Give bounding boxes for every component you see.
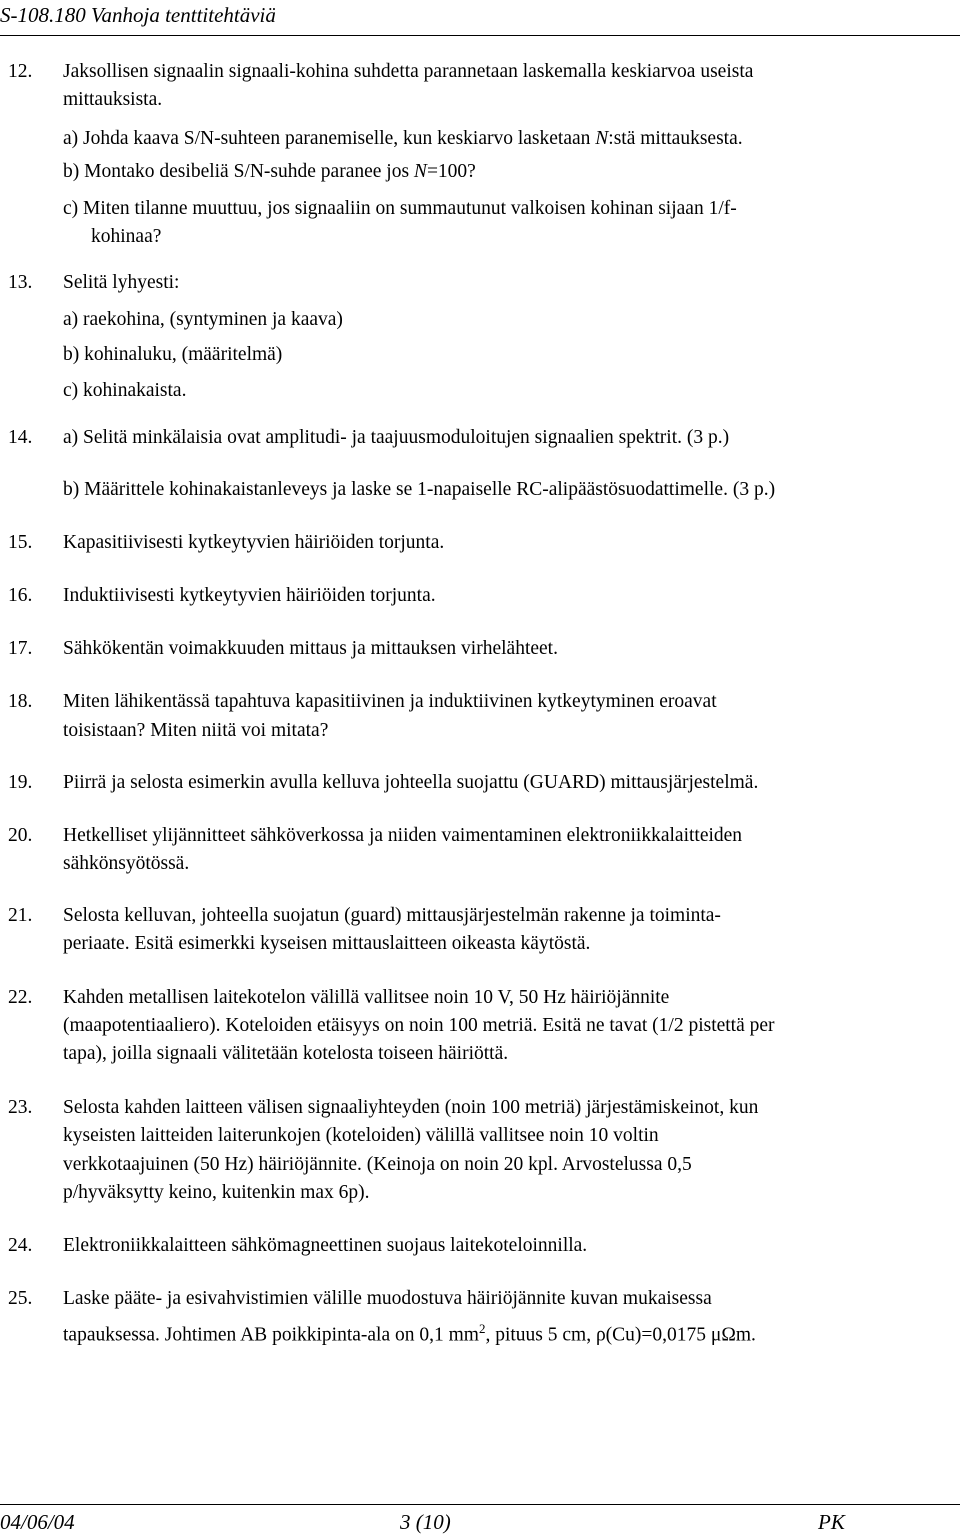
header-divider [0,35,960,36]
question-number: 16. [8,585,33,606]
subquestion-a: a) Johda kaava S/N-suhteen paranemiselle, kun keskiarvo lasketaan N:stä mittauksesta. [63,128,743,149]
question-number: 23. [8,1097,33,1118]
question-text-line: Kahden metallisen laitekotelon välillä vallitsee noin 10 V, 50 Hz häiriöjännite [63,987,670,1008]
subquestion-c: c) kohinakaista. [63,380,187,401]
question-text-line: kyseisten laitteiden laiterunkojen (koteloiden) välillä vallitsee noin 10 voltin [63,1125,659,1146]
question-number: 12. [8,61,33,82]
question-text-line: Laske pääte- ja esivahvistimien välille muodostuva häiriöjännite kuvan mukaisessa [63,1288,712,1309]
question-text-line: Selosta kelluvan, johteella suojatun (guard) mittausjärjestelmän rakenne ja toiminta- [63,905,721,926]
footer-divider [0,1504,960,1505]
question-number: 21. [8,905,33,926]
question-text-line: Hetkelliset ylijännitteet sähköverkossa ja niiden vaimentaminen elektroniikkalaitteiden [63,825,743,846]
question-text-line: Selosta kahden laitteen välisen signaaliyhteyden (noin 100 metriä) järjestämiskeinot, kun [63,1097,759,1118]
question-text: Selitä lyhyesti: [63,272,180,293]
question-number: 22. [8,987,33,1008]
question-number: 13. [8,272,33,293]
question-text-line: tapa), joilla signaali välitetään kotelosta toiseen häiriöttä. [63,1043,509,1064]
question-number: 18. [8,691,33,712]
subquestion-c-continued: kohinaa? [91,226,162,247]
question-text: Sähkökentän voimakkuuden mittaus ja mittauksen virhelähteet. [63,638,558,659]
subquestion-b: b) kohinaluku, (määritelmä) [63,344,283,365]
question-text-line: sähkönsyötössä. [63,853,190,874]
question-number: 17. [8,638,33,659]
footer-page-number: 3 (10) [400,1510,451,1534]
question-text: Kapasitiivisesti kytkeytyvien häiriöiden torjunta. [63,532,445,553]
question-text-line: tapauksessa. Johtimen AB poikkipinta-ala on 0,1 $mm^2$, pituus 5 cm, ρ(Cu)=0,0175 μΩm. [63,1321,756,1346]
subquestion-b: b) Montako desibeliä S/N-suhde paranee jos N=100? [63,161,476,182]
question-text: Piirrä ja selosta esimerkin avulla kelluva johteella suojattu (GUARD) mittausjärjestelmä. [63,772,759,793]
footer-author: PK [818,1510,845,1534]
question-text-line: p/hyväksytty keino, kuitenkin max 6p). [63,1182,370,1203]
subquestion-c: c) Miten tilanne muuttuu, jos signaaliin on summautunut valkoisen kohinan sijaan 1/f- [63,198,737,219]
question-text-line: periaate. Esitä esimerkki kyseisen mittauslaitteen oikeasta käytöstä. [63,933,591,954]
subquestion-b: b) Määrittele kohinakaistanleveys ja laske se 1-napaiselle RC-alipäästösuodattimelle. (3 p.) [63,479,776,500]
subquestion-a: a) raekohina, (syntyminen ja kaava) [63,309,343,330]
question-text-line: toisistaan? Miten niitä voi mitata? [63,720,329,741]
question-text: Induktiivisesti kytkeytyvien häiriöiden torjunta. [63,585,436,606]
question-text-line: Jaksollisen signaalin signaali-kohina suhdetta parannetaan laskemalla keskiarvoa useista [63,61,754,82]
footer-date: 04/06/04 [0,1510,75,1534]
page-header-title: S-108.180 Vanhoja tenttitehtäviä [0,3,276,27]
question-text-line: (maapotentiaaliero). Koteloiden etäisyys on noin 100 metriä. Esitä ne tavat (1/2 pistettä per [63,1015,775,1036]
question-text-line: verkkotaajuinen (50 Hz) häiriöjännite. (Keinoja on noin 20 kpl. Arvostelussa 0,5 [63,1154,692,1175]
question-number: 15. [8,532,33,553]
subquestion-a: a) Selitä minkälaisia ovat amplitudi- ja taajuusmoduloitujen signaalien spektrit. (3 p.) [63,427,730,448]
question-number: 20. [8,825,33,846]
question-text: Elektroniikkalaitteen sähkömagneettinen suojaus laitekoteloinnilla. [63,1235,588,1256]
question-number: 19. [8,772,33,793]
question-number: 14. [8,427,33,448]
question-text-line: Miten lähikentässä tapahtuva kapasitiivinen ja induktiivinen kytkeytyminen eroavat [63,691,717,712]
question-number: 25. [8,1288,33,1309]
question-text-line: mittauksista. [63,89,163,110]
question-number: 24. [8,1235,33,1256]
